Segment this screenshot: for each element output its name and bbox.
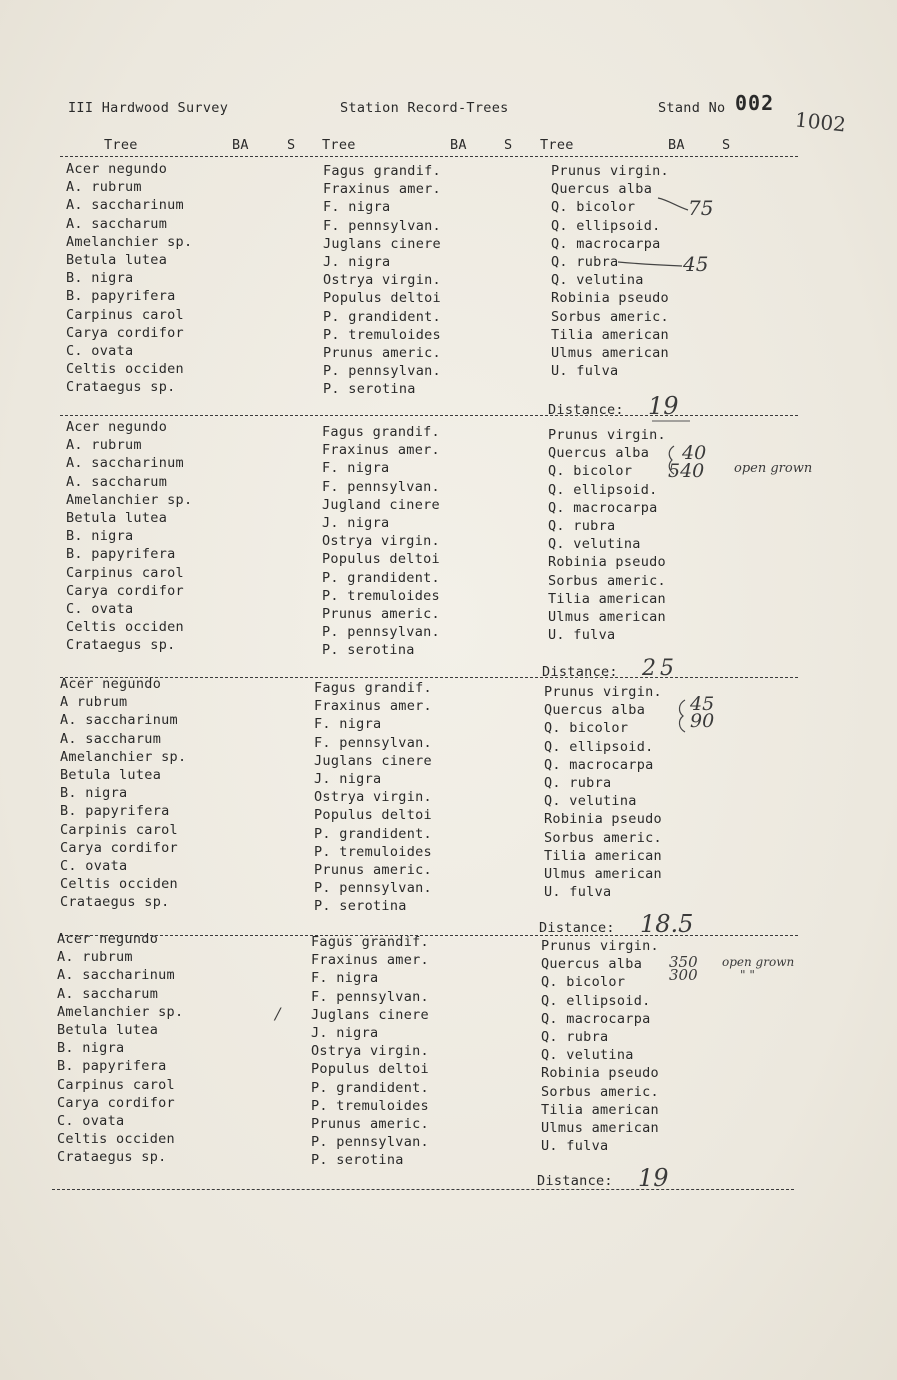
species-entry: P. grandident.: [314, 825, 432, 842]
species-entry: Robinia pseudo: [544, 811, 662, 828]
form-title: III Hardwood Survey: [68, 100, 229, 116]
species-entry: Q. macrocarpa: [551, 235, 661, 252]
species-entry: Quercus alba: [544, 702, 646, 719]
annotation-b3-alba-2: 90: [690, 710, 715, 732]
species-entry: P. grandident.: [323, 308, 441, 325]
species-entry: A. saccharum: [60, 730, 162, 747]
species-entry: Q. ellipsoid.: [541, 992, 651, 1009]
species-entry: Carpinus carol: [57, 1076, 175, 1093]
col2-header-ba: BA: [450, 137, 467, 153]
species-entry: Robinia pseudo: [548, 554, 666, 571]
species-entry: B. nigra: [66, 270, 134, 287]
species-entry: Acer negundo: [66, 161, 168, 177]
species-entry: Quercus alba: [541, 956, 643, 973]
form-subtitle: Station Record-Trees: [340, 100, 509, 116]
species-entry: Ostrya virgin.: [322, 533, 440, 550]
annotation-b2-note: open grown: [734, 461, 813, 476]
species-entry: Prunus virgin.: [551, 163, 669, 179]
species-entry: F. nigra: [323, 199, 391, 216]
species-entry: Celtis occiden: [66, 619, 184, 636]
species-entry: P. serotina: [322, 642, 415, 659]
col2-header-tree: Tree: [322, 137, 356, 153]
species-entry: Q. velutina: [548, 536, 641, 553]
species-entry: Q. ellipsoid.: [551, 217, 661, 234]
stand-label: Stand No: [658, 100, 726, 116]
species-entry: Sorbus americ.: [548, 572, 666, 589]
species-entry: U. fulva: [551, 363, 619, 380]
species-entry: Q. rubra: [541, 1028, 609, 1045]
species-entry: Juglans cinere: [323, 235, 441, 252]
species-entry: A. saccharum: [66, 473, 168, 490]
species-entry: Sorbus americ.: [551, 308, 669, 325]
species-entry: A. saccharinum: [66, 197, 184, 214]
species-entry: A. saccharinum: [66, 455, 184, 472]
annotation-b3-alba-1: 45: [690, 693, 715, 715]
species-entry: Q. macrocarpa: [544, 756, 654, 773]
species-entry: J. nigra: [322, 514, 390, 531]
species-entry: Celtis occiden: [66, 361, 184, 378]
species-entry: Populus deltoi: [322, 551, 440, 568]
species-entry: Prunus virgin.: [548, 427, 666, 443]
species-entry: P. tremuloides: [311, 1097, 429, 1114]
species-entry: Ulmus american: [544, 865, 662, 882]
species-entry: F. nigra: [322, 460, 390, 477]
species-entry: Ostrya virgin.: [314, 789, 432, 806]
block1-distance-value: 19: [648, 392, 679, 420]
block3-distance-label: Distance:: [539, 920, 615, 936]
annotation-b4-mark: /: [275, 1004, 281, 1023]
species-entry: Betula lutea: [66, 251, 168, 268]
species-entry: F. pennsylvan.: [323, 217, 441, 234]
species-entry: Fagus grandif.: [311, 934, 429, 950]
species-entry: Q. rubra: [544, 774, 612, 791]
species-entry: B. papyrifera: [66, 288, 176, 305]
species-entry: Carpinus carol: [66, 564, 184, 581]
species-entry: Fagus grandif.: [323, 163, 441, 179]
species-entry: P. serotina: [314, 898, 407, 915]
species-entry: A. rubrum: [66, 437, 142, 454]
annotation-b4-alba-1: 350: [669, 953, 698, 971]
species-entry: P. tremuloides: [323, 326, 441, 343]
species-entry: Q. bicolor: [551, 199, 636, 216]
species-entry: A. saccharum: [57, 985, 159, 1002]
species-entry: Q. ellipsoid.: [544, 738, 654, 755]
species-entry: Betula lutea: [66, 509, 168, 526]
species-entry: Q. velutina: [541, 1047, 634, 1064]
species-entry: Prunus americ.: [311, 1115, 429, 1132]
block4-distance-label: Distance:: [537, 1173, 613, 1189]
species-entry: Quercus alba: [548, 445, 650, 462]
species-entry: Crataegus sp.: [60, 894, 170, 911]
species-entry: Q. bicolor: [548, 463, 633, 480]
annotation-b2-alba: 40: [682, 442, 707, 464]
species-entry: P. grandident.: [322, 569, 440, 586]
species-entry: Fraxinus amer.: [311, 952, 429, 969]
species-entry: Crataegus sp.: [57, 1149, 167, 1166]
species-entry: A. rubrum: [66, 179, 142, 196]
species-entry: P. serotina: [311, 1152, 404, 1169]
species-entry: Jugland cinere: [322, 496, 440, 513]
species-entry: Acer negundo: [60, 676, 162, 692]
col3-header-s: S: [722, 137, 731, 153]
species-entry: Sorbus americ.: [544, 829, 662, 846]
species-entry: P. pennsylvan.: [311, 1134, 429, 1151]
species-entry: P. grandident.: [311, 1079, 429, 1096]
species-entry: P. tremuloides: [314, 843, 432, 860]
species-entry: Robinia pseudo: [541, 1065, 659, 1082]
annotation-b4-ditto: " ": [740, 968, 755, 982]
annotation-b1-rubra: 45: [683, 252, 709, 276]
species-entry: U. fulva: [548, 627, 616, 644]
species-entry: Betula lutea: [60, 766, 162, 783]
species-entry: Crataegus sp.: [66, 379, 176, 396]
species-entry: Quercus alba: [551, 181, 653, 198]
species-entry: Amelanchier sp.: [57, 1003, 184, 1020]
col1-header-ba: BA: [232, 137, 249, 153]
species-entry: Prunus americ.: [322, 605, 440, 622]
species-entry: P. pennsylvan.: [314, 880, 432, 897]
col2-header-s: S: [504, 137, 513, 153]
species-entry: Q. bicolor: [544, 720, 629, 737]
species-entry: Prunus virgin.: [541, 938, 659, 954]
col1-header-s: S: [287, 137, 296, 153]
species-entry: Celtis occiden: [60, 876, 178, 893]
species-entry: Prunus virgin.: [544, 684, 662, 700]
species-entry: Tilia american: [548, 590, 666, 607]
species-entry: Amelanchier sp.: [66, 233, 193, 250]
block3-distance-value: 18.5: [640, 910, 694, 938]
arrow-stroke: [658, 198, 688, 210]
species-entry: P. tremuloides: [322, 587, 440, 604]
species-entry: P. serotina: [323, 381, 416, 398]
species-entry: A. saccharinum: [60, 712, 178, 729]
species-entry: B. papyrifera: [57, 1058, 167, 1075]
species-entry: F. pennsylvan.: [314, 734, 432, 751]
species-entry: Crataegus sp.: [66, 637, 176, 654]
species-entry: Carya cordifor: [66, 582, 184, 599]
species-entry: F. pennsylvan.: [311, 988, 429, 1005]
species-entry: Q. bicolor: [541, 974, 626, 991]
species-entry: Sorbus americ.: [541, 1083, 659, 1100]
species-entry: Fraxinus amer.: [322, 442, 440, 459]
species-entry: Populus deltoi: [311, 1061, 429, 1078]
species-entry: P. pennsylvan.: [322, 624, 440, 641]
species-entry: C. ovata: [66, 342, 134, 359]
col3-header-ba: BA: [668, 137, 685, 153]
species-entry: B. papyrifera: [66, 546, 176, 563]
species-entry: Prunus americ.: [323, 344, 441, 361]
species-entry: Tilia american: [541, 1101, 659, 1118]
species-entry: Amelanchier sp.: [60, 748, 187, 765]
block2-distance-label: Distance:: [542, 664, 618, 680]
species-entry: Carpinus carol: [66, 306, 184, 323]
species-entry: J. nigra: [323, 253, 391, 270]
stand-number: 002: [735, 91, 775, 115]
block1-distance-label: Distance:: [548, 402, 624, 418]
species-entry: Q. rubra: [551, 253, 619, 270]
species-entry: Q. velutina: [551, 272, 644, 289]
species-entry: Carya cordifor: [60, 839, 178, 856]
species-entry: Q. macrocarpa: [548, 499, 658, 516]
stand-number-handwritten: 1002: [793, 107, 848, 137]
species-entry: Populus deltoi: [314, 807, 432, 824]
species-entry: Prunus americ.: [314, 861, 432, 878]
species-entry: Betula lutea: [57, 1021, 159, 1038]
species-entry: F. nigra: [314, 716, 382, 733]
species-entry: Amelanchier sp.: [66, 491, 193, 508]
species-entry: Q. ellipsoid.: [548, 481, 658, 498]
species-entry: B. nigra: [60, 785, 128, 802]
species-entry: Ostrya virgin.: [311, 1043, 429, 1060]
species-entry: Tilia american: [544, 847, 662, 864]
species-entry: Celtis occiden: [57, 1131, 175, 1148]
species-entry: B. papyrifera: [60, 803, 170, 820]
species-entry: A rubrum: [60, 694, 128, 711]
species-entry: A. saccharinum: [57, 967, 175, 984]
species-entry: C. ovata: [57, 1112, 125, 1129]
arrow-stroke: [618, 262, 682, 266]
block2-distance-value: 25: [642, 656, 678, 681]
brace-stroke: [669, 446, 674, 474]
annotation-b1-bicolor: 75: [688, 196, 714, 220]
species-entry: C. ovata: [66, 600, 134, 617]
species-entry: Fagus grandif.: [322, 424, 440, 440]
species-entry: Robinia pseudo: [551, 290, 669, 307]
species-entry: Carya cordifor: [57, 1094, 175, 1111]
species-entry: Fraxinus amer.: [314, 698, 432, 715]
species-entry: U. fulva: [544, 884, 612, 901]
species-entry: Carya cordifor: [66, 324, 184, 341]
species-entry: Q. rubra: [548, 517, 616, 534]
species-entry: Ostrya virgin.: [323, 272, 441, 289]
species-entry: Carpinis carol: [60, 821, 178, 838]
species-entry: Ulmus american: [541, 1119, 659, 1136]
col3-header-tree: Tree: [540, 137, 574, 153]
species-entry: Tilia american: [551, 326, 669, 343]
species-entry: Juglans cinere: [311, 1006, 429, 1023]
species-entry: Q. macrocarpa: [541, 1010, 651, 1027]
species-entry: A. saccharum: [66, 215, 168, 232]
species-entry: Acer negundo: [66, 419, 168, 435]
species-entry: J. nigra: [314, 770, 382, 787]
species-entry: C. ovata: [60, 857, 128, 874]
species-entry: Acer negundo: [57, 931, 159, 947]
species-entry: Fagus grandif.: [314, 680, 432, 696]
species-entry: B. nigra: [66, 528, 134, 545]
brace-stroke: [679, 700, 685, 732]
species-entry: F. pennsylvan.: [322, 478, 440, 495]
species-entry: Q. velutina: [544, 793, 637, 810]
annotation-b4-alba-2: 300: [669, 966, 698, 984]
species-entry: Populus deltoi: [323, 290, 441, 307]
species-entry: Ulmus american: [548, 608, 666, 625]
species-entry: J. nigra: [311, 1024, 379, 1041]
species-entry: P. pennsylvan.: [323, 363, 441, 380]
annotation-b4-note: open grown: [722, 955, 795, 969]
annotation-b2-bicolor: 540: [668, 460, 705, 482]
species-entry: Fraxinus amer.: [323, 181, 441, 198]
species-entry: Ulmus american: [551, 344, 669, 361]
species-entry: A. rubrum: [57, 949, 133, 966]
species-entry: Juglans cinere: [314, 752, 432, 769]
col1-header-tree: Tree: [104, 137, 138, 153]
block4-distance-value: 19: [638, 1164, 669, 1192]
species-entry: U. fulva: [541, 1138, 609, 1155]
species-entry: F. nigra: [311, 970, 379, 987]
species-entry: B. nigra: [57, 1040, 125, 1057]
